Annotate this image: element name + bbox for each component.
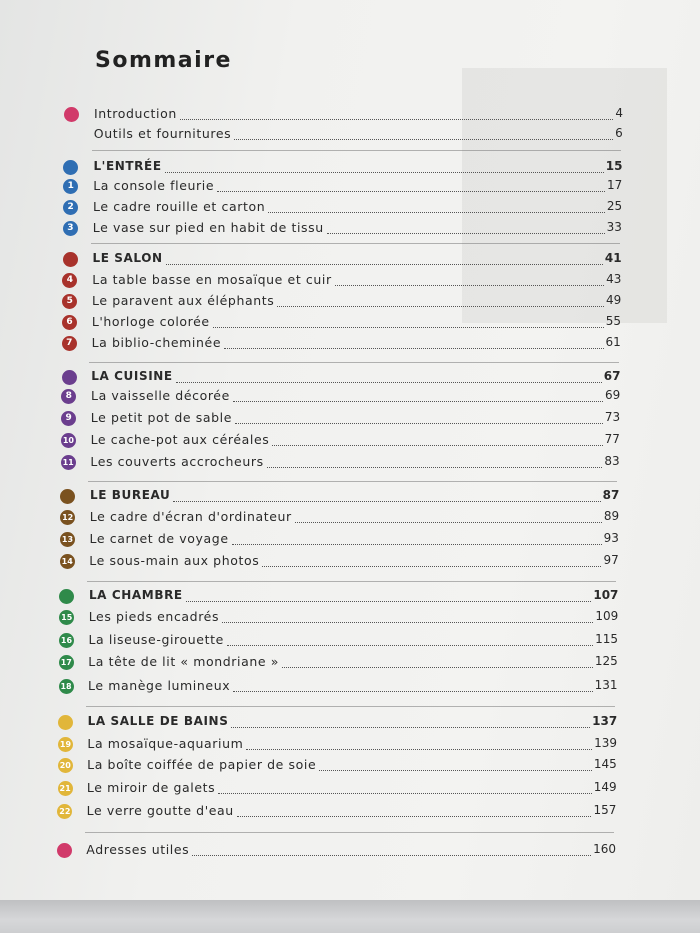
dot-leader — [234, 139, 613, 140]
dot-leader — [327, 233, 605, 234]
toc-entry-row — [0, 780, 700, 798]
project-number-badge: 16 — [59, 633, 74, 648]
entry-title: Les pieds encadrés — [88, 609, 220, 624]
dot-leader — [192, 855, 591, 856]
section-divider — [85, 832, 614, 833]
page-number: 49 — [605, 293, 622, 307]
entry-title: Le manège lumineux — [87, 678, 231, 693]
section-divider — [89, 362, 618, 363]
project-number-badge: 3 — [63, 221, 78, 236]
dot-leader — [213, 327, 604, 328]
page-edge-shadow — [0, 900, 700, 933]
page-number: 61 — [605, 335, 621, 349]
page-number: 157 — [593, 803, 617, 817]
section-divider — [91, 243, 620, 244]
project-number-badge: 20 — [58, 758, 73, 773]
page-number: 87 — [602, 488, 620, 502]
dot-leader — [227, 645, 593, 646]
project-number-badge: 8 — [61, 389, 76, 404]
page-title: Sommaire — [95, 48, 232, 73]
dot-leader — [272, 445, 602, 446]
project-number-badge: 17 — [59, 655, 74, 670]
entry-title: Le cache-pot aux céréales — [90, 432, 270, 447]
section-color-dot — [62, 370, 77, 385]
page-number: 137 — [592, 714, 618, 728]
entry-title: La tête de lit « mondriane » — [88, 654, 280, 669]
dot-leader — [233, 401, 603, 402]
dot-leader — [222, 622, 593, 623]
toc-entry-row — [0, 106, 700, 124]
toc-entry-row — [0, 432, 700, 450]
dot-leader — [235, 423, 603, 424]
section-divider — [92, 150, 621, 151]
toc-entry-row — [0, 553, 700, 571]
dot-leader — [277, 306, 604, 307]
page-number: 17 — [607, 178, 623, 192]
section-title: LE SALON — [92, 251, 163, 265]
project-number-badge: 9 — [61, 411, 76, 426]
section-color-dot — [57, 843, 72, 858]
section-divider — [88, 481, 617, 482]
section-color-dot — [58, 715, 73, 730]
page-number: 4 — [615, 106, 623, 120]
toc-entry-row — [0, 609, 700, 627]
project-number-badge: 11 — [61, 455, 76, 470]
page-number: 125 — [594, 654, 618, 668]
entry-title: La vaisselle décorée — [91, 388, 230, 403]
page-number: 115 — [595, 632, 618, 646]
page-number: 149 — [593, 780, 617, 794]
entry-title: Adresses utiles — [86, 842, 190, 857]
page-number: 25 — [606, 199, 623, 213]
dot-leader — [173, 501, 600, 502]
section-title: LA CHAMBRE — [88, 588, 183, 602]
section-title: L'ENTRÉE — [93, 159, 162, 173]
toc-entry-row — [0, 335, 700, 353]
section-color-dot — [59, 589, 74, 604]
dot-leader — [233, 691, 592, 692]
page-number: 6 — [615, 126, 623, 140]
toc-section-row — [0, 369, 700, 387]
entry-title: Introduction — [94, 106, 177, 121]
toc-entry-row — [0, 842, 700, 860]
page-number: 93 — [603, 531, 619, 545]
dot-leader — [166, 264, 603, 265]
page-number: 69 — [605, 388, 621, 402]
dot-leader — [319, 770, 592, 771]
page-number: 89 — [603, 509, 620, 523]
toc-entry-row — [0, 654, 700, 672]
project-number-badge: 7 — [62, 336, 77, 351]
entry-title: Les couverts accrocheurs — [90, 454, 264, 469]
entry-title: Le carnet de voyage — [89, 531, 229, 546]
toc-section-row — [0, 714, 700, 732]
entry-title: L'horloge colorée — [91, 314, 210, 329]
toc-entry-row — [0, 410, 700, 428]
page-number: 145 — [593, 757, 617, 771]
section-title: LA CUISINE — [91, 369, 173, 383]
page-number: 77 — [604, 432, 620, 446]
entry-title: Le verre goutte d'eau — [86, 803, 234, 818]
project-number-badge: 5 — [62, 294, 77, 309]
toc-entry-row — [0, 678, 700, 696]
section-color-dot — [63, 160, 78, 175]
dot-leader — [224, 348, 603, 349]
toc-entry-row — [0, 388, 700, 406]
project-number-badge: 1 — [63, 179, 78, 194]
dot-leader — [268, 212, 605, 213]
section-color-dot — [63, 252, 78, 267]
dot-leader — [232, 544, 602, 545]
project-number-badge: 2 — [63, 200, 78, 215]
page-number: 107 — [593, 588, 619, 602]
section-divider — [87, 581, 616, 582]
project-number-badge: 18 — [59, 679, 74, 694]
toc-section-row — [0, 488, 700, 506]
entry-title: Le sous-main aux photos — [89, 553, 260, 568]
page-number: 83 — [604, 454, 620, 468]
toc-entry-row — [0, 126, 700, 144]
entry-title: La biblio-cheminée — [91, 335, 222, 350]
toc-entry-row — [0, 199, 700, 217]
page-number: 97 — [603, 553, 619, 567]
entry-title: Le miroir de galets — [86, 780, 216, 795]
dot-leader — [165, 172, 604, 173]
entry-title: La boîte coiffée de papier de soie — [87, 757, 317, 772]
toc-entry-row — [0, 757, 700, 775]
toc-entry-row — [0, 178, 700, 196]
entry-title: Le paravent aux éléphants — [92, 293, 275, 308]
page-number: 139 — [594, 736, 617, 750]
toc-section-row — [0, 588, 700, 606]
section-color-dot — [64, 107, 79, 122]
dot-leader — [295, 522, 602, 523]
toc-entry-row — [0, 454, 700, 472]
dot-leader — [335, 285, 604, 286]
toc-entry-row — [0, 803, 700, 821]
section-color-dot — [60, 489, 75, 504]
dot-leader — [231, 727, 590, 728]
entry-title: La mosaïque-aquarium — [87, 736, 244, 751]
toc-entry-row — [0, 531, 700, 549]
project-number-badge: 14 — [60, 554, 75, 569]
dot-leader — [186, 601, 592, 602]
dot-leader — [246, 749, 592, 750]
entry-title: Le cadre d'écran d'ordinateur — [89, 509, 292, 524]
entry-title: La table basse en mosaïque et cuir — [92, 272, 332, 287]
project-number-badge: 22 — [57, 804, 72, 819]
project-number-badge: 4 — [62, 273, 77, 288]
entry-title: Le cadre rouille et carton — [93, 199, 266, 214]
page-number: 55 — [605, 314, 622, 328]
section-title: LE BUREAU — [89, 488, 171, 502]
section-title: LA SALLE DE BAINS — [87, 714, 229, 728]
toc-section-row — [0, 251, 700, 269]
dot-leader — [176, 382, 602, 383]
toc-entry-row — [0, 632, 700, 650]
project-number-badge: 10 — [61, 433, 76, 448]
toc-entry-row — [0, 314, 700, 332]
entry-title: Le vase sur pied en habit de tissu — [92, 220, 324, 235]
page-number: 67 — [603, 369, 621, 383]
project-number-badge: 12 — [60, 510, 75, 525]
dot-leader — [218, 793, 591, 794]
dot-leader — [180, 119, 613, 120]
toc-entry-row — [0, 220, 700, 238]
toc-entry-row — [0, 509, 700, 527]
entry-title: Le petit pot de sable — [90, 410, 233, 425]
page-number: 33 — [606, 220, 622, 234]
dot-leader — [217, 191, 605, 192]
dot-leader — [267, 467, 603, 468]
entry-title: La console fleurie — [93, 178, 215, 193]
entry-title: La liseuse-girouette — [88, 632, 224, 647]
page-number: 43 — [606, 272, 622, 286]
section-divider — [86, 706, 615, 707]
dot-leader — [262, 566, 601, 567]
page-number: 109 — [595, 609, 619, 623]
toc-entry-row — [0, 293, 700, 311]
project-number-badge: 6 — [62, 315, 77, 330]
toc-entry-row — [0, 736, 700, 754]
dot-leader — [237, 816, 592, 817]
project-number-badge: 13 — [60, 532, 75, 547]
page-number: 15 — [605, 159, 623, 173]
toc-section-row — [0, 159, 700, 177]
dot-leader — [282, 667, 593, 668]
project-number-badge: 15 — [59, 610, 74, 625]
page-number: 41 — [604, 251, 622, 265]
project-number-badge: 21 — [58, 781, 73, 796]
toc-entry-row — [0, 272, 700, 290]
page-number: 131 — [594, 678, 618, 692]
project-number-badge: 19 — [58, 737, 73, 752]
page-number: 160 — [593, 842, 616, 856]
entry-title: Outils et fournitures — [93, 126, 232, 141]
page-number: 73 — [604, 410, 621, 424]
